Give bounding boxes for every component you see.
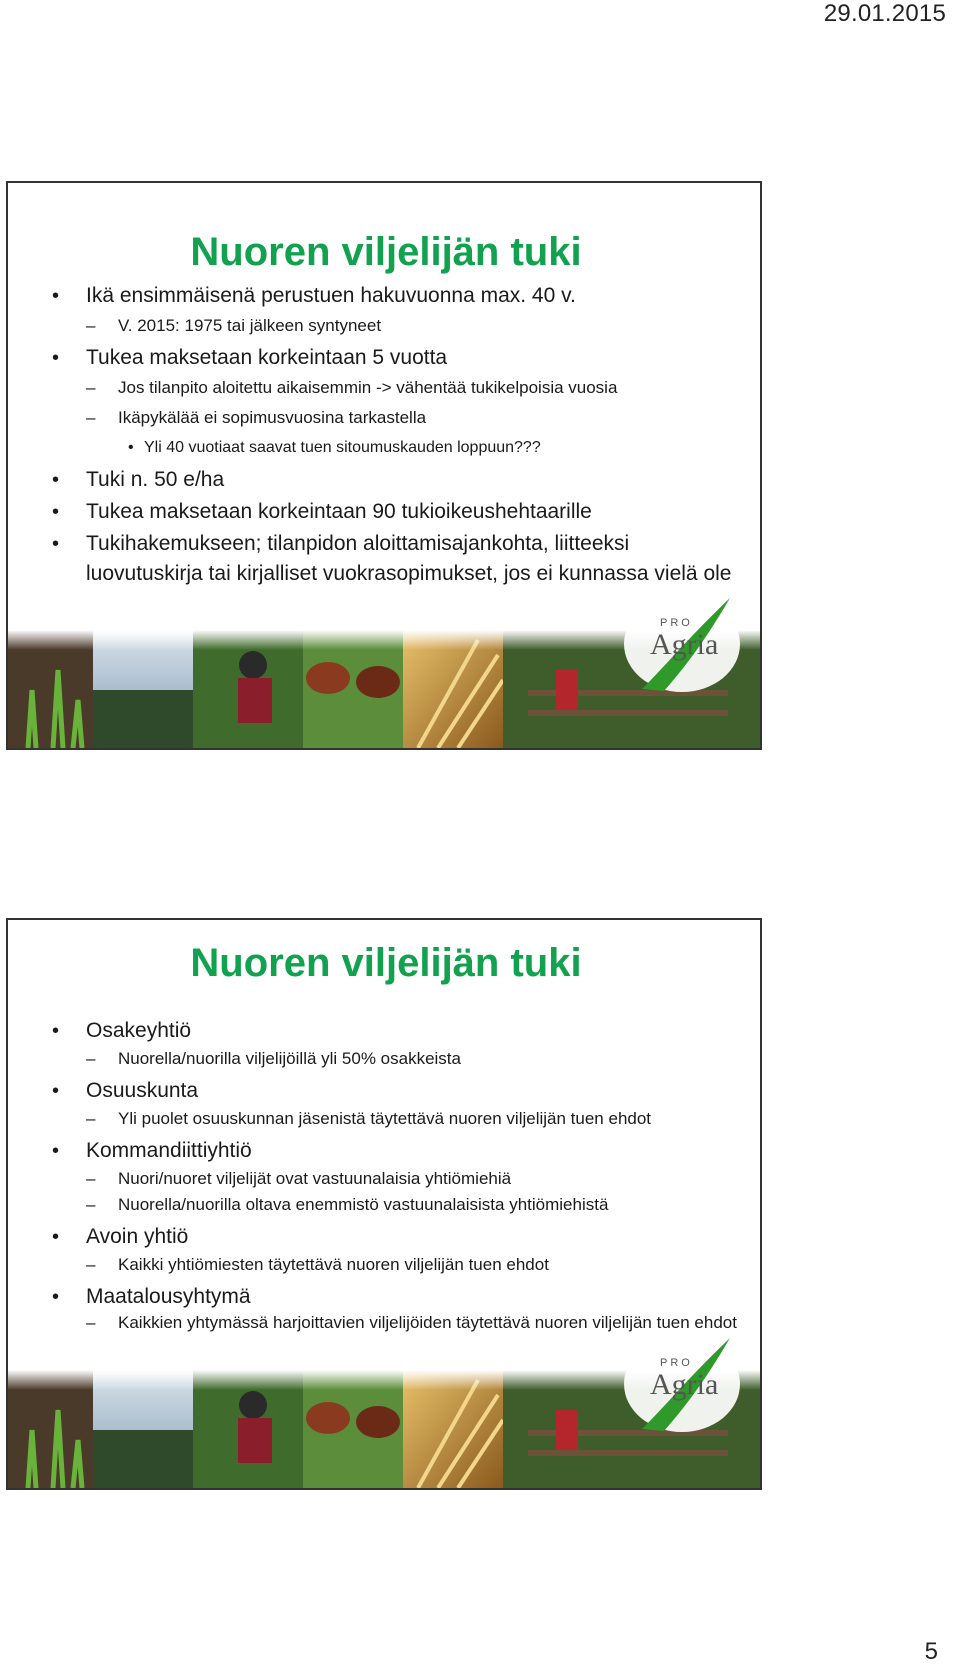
svg-text:Agria: Agria <box>650 1368 719 1401</box>
svg-text:PRO: PRO <box>660 1357 693 1369</box>
page-date: 29.01.2015 <box>823 0 946 27</box>
page-number: 5 <box>924 1638 938 1665</box>
sub-bullet-item: – Jos tilanpito aloitettu aikaisemmin -> vähentää tukikelpoisia vuosia <box>52 373 740 403</box>
bullet-item: • Osuuskunta <box>52 1076 740 1106</box>
sub-sub-bullet-item: • Yli 40 vuotiaat saavat tuen sitoumuskauden loppuun??? <box>52 433 740 463</box>
pro-agria-logo <box>622 1334 742 1434</box>
sub-bullet-item: – Nuorella/nuorilla viljelijöillä yli 50% osakkeista <box>52 1046 740 1072</box>
slide-2 <box>6 918 762 1490</box>
sub-bullet-item: – Ikäpykälää ei sopimusvuosina tarkastella <box>52 403 740 433</box>
bullet-item: • Tuki n. 50 e/ha <box>52 465 740 495</box>
bullet-item: • Tukea maksetaan korkeintaan 90 tukioikeushehtaarille <box>52 497 740 527</box>
sub-bullet-item: – Kaikki yhtiömiesten täytettävä nuoren viljelijän tuen ehdot <box>52 1252 740 1278</box>
bullet-item: • Tukea maksetaan korkeintaan 5 vuotta <box>52 343 740 373</box>
bullet-item: • Tukihakemukseen; tilanpidon aloittamisajankohta, liitteeksi luovutuskirja tai kirjalliset vuokrasopimukset, jos ei kunnassa vielä ole <box>52 529 740 589</box>
sub-bullet-item: – V. 2015: 1975 tai jälkeen syntyneet <box>52 311 740 341</box>
bullet-item: • Ikä ensimmäisenä perustuen hakuvuonna max. 40 v. <box>52 281 740 311</box>
bullet-item: • Kommandiittiyhtiö <box>52 1136 740 1166</box>
bullet-list <box>52 1012 740 1334</box>
bullet-item: • Avoin yhtiö <box>52 1222 740 1252</box>
svg-text:PRO: PRO <box>660 617 693 629</box>
sub-bullet-item: – Kaikkien yhtymässä harjoittavien viljelijöiden täytettävä nuoren viljelijän tuen ehdot <box>52 1312 740 1334</box>
sub-bullet-item: – Nuori/nuoret viljelijät ovat vastuunalaisia yhtiömiehiä <box>52 1166 740 1192</box>
slide-1 <box>6 181 762 750</box>
bullet-item: • Maatalousyhtymä <box>52 1282 740 1312</box>
sub-bullet-item: – Yli puolet osuuskunnan jäsenistä täytettävä nuoren viljelijän tuen ehdot <box>52 1106 740 1132</box>
slide-title: Nuoren viljelijän tuki <box>190 941 582 985</box>
slide-title: Nuoren viljelijän tuki <box>190 230 582 274</box>
sub-bullet-item: – Nuorella/nuorilla oltava enemmistö vastuunalaisista yhtiömiehistä <box>52 1192 740 1218</box>
svg-text:Agria: Agria <box>650 628 719 661</box>
pro-agria-logo <box>622 594 742 694</box>
bullet-item: • Osakeyhtiö <box>52 1016 740 1046</box>
bullet-list <box>52 279 740 589</box>
